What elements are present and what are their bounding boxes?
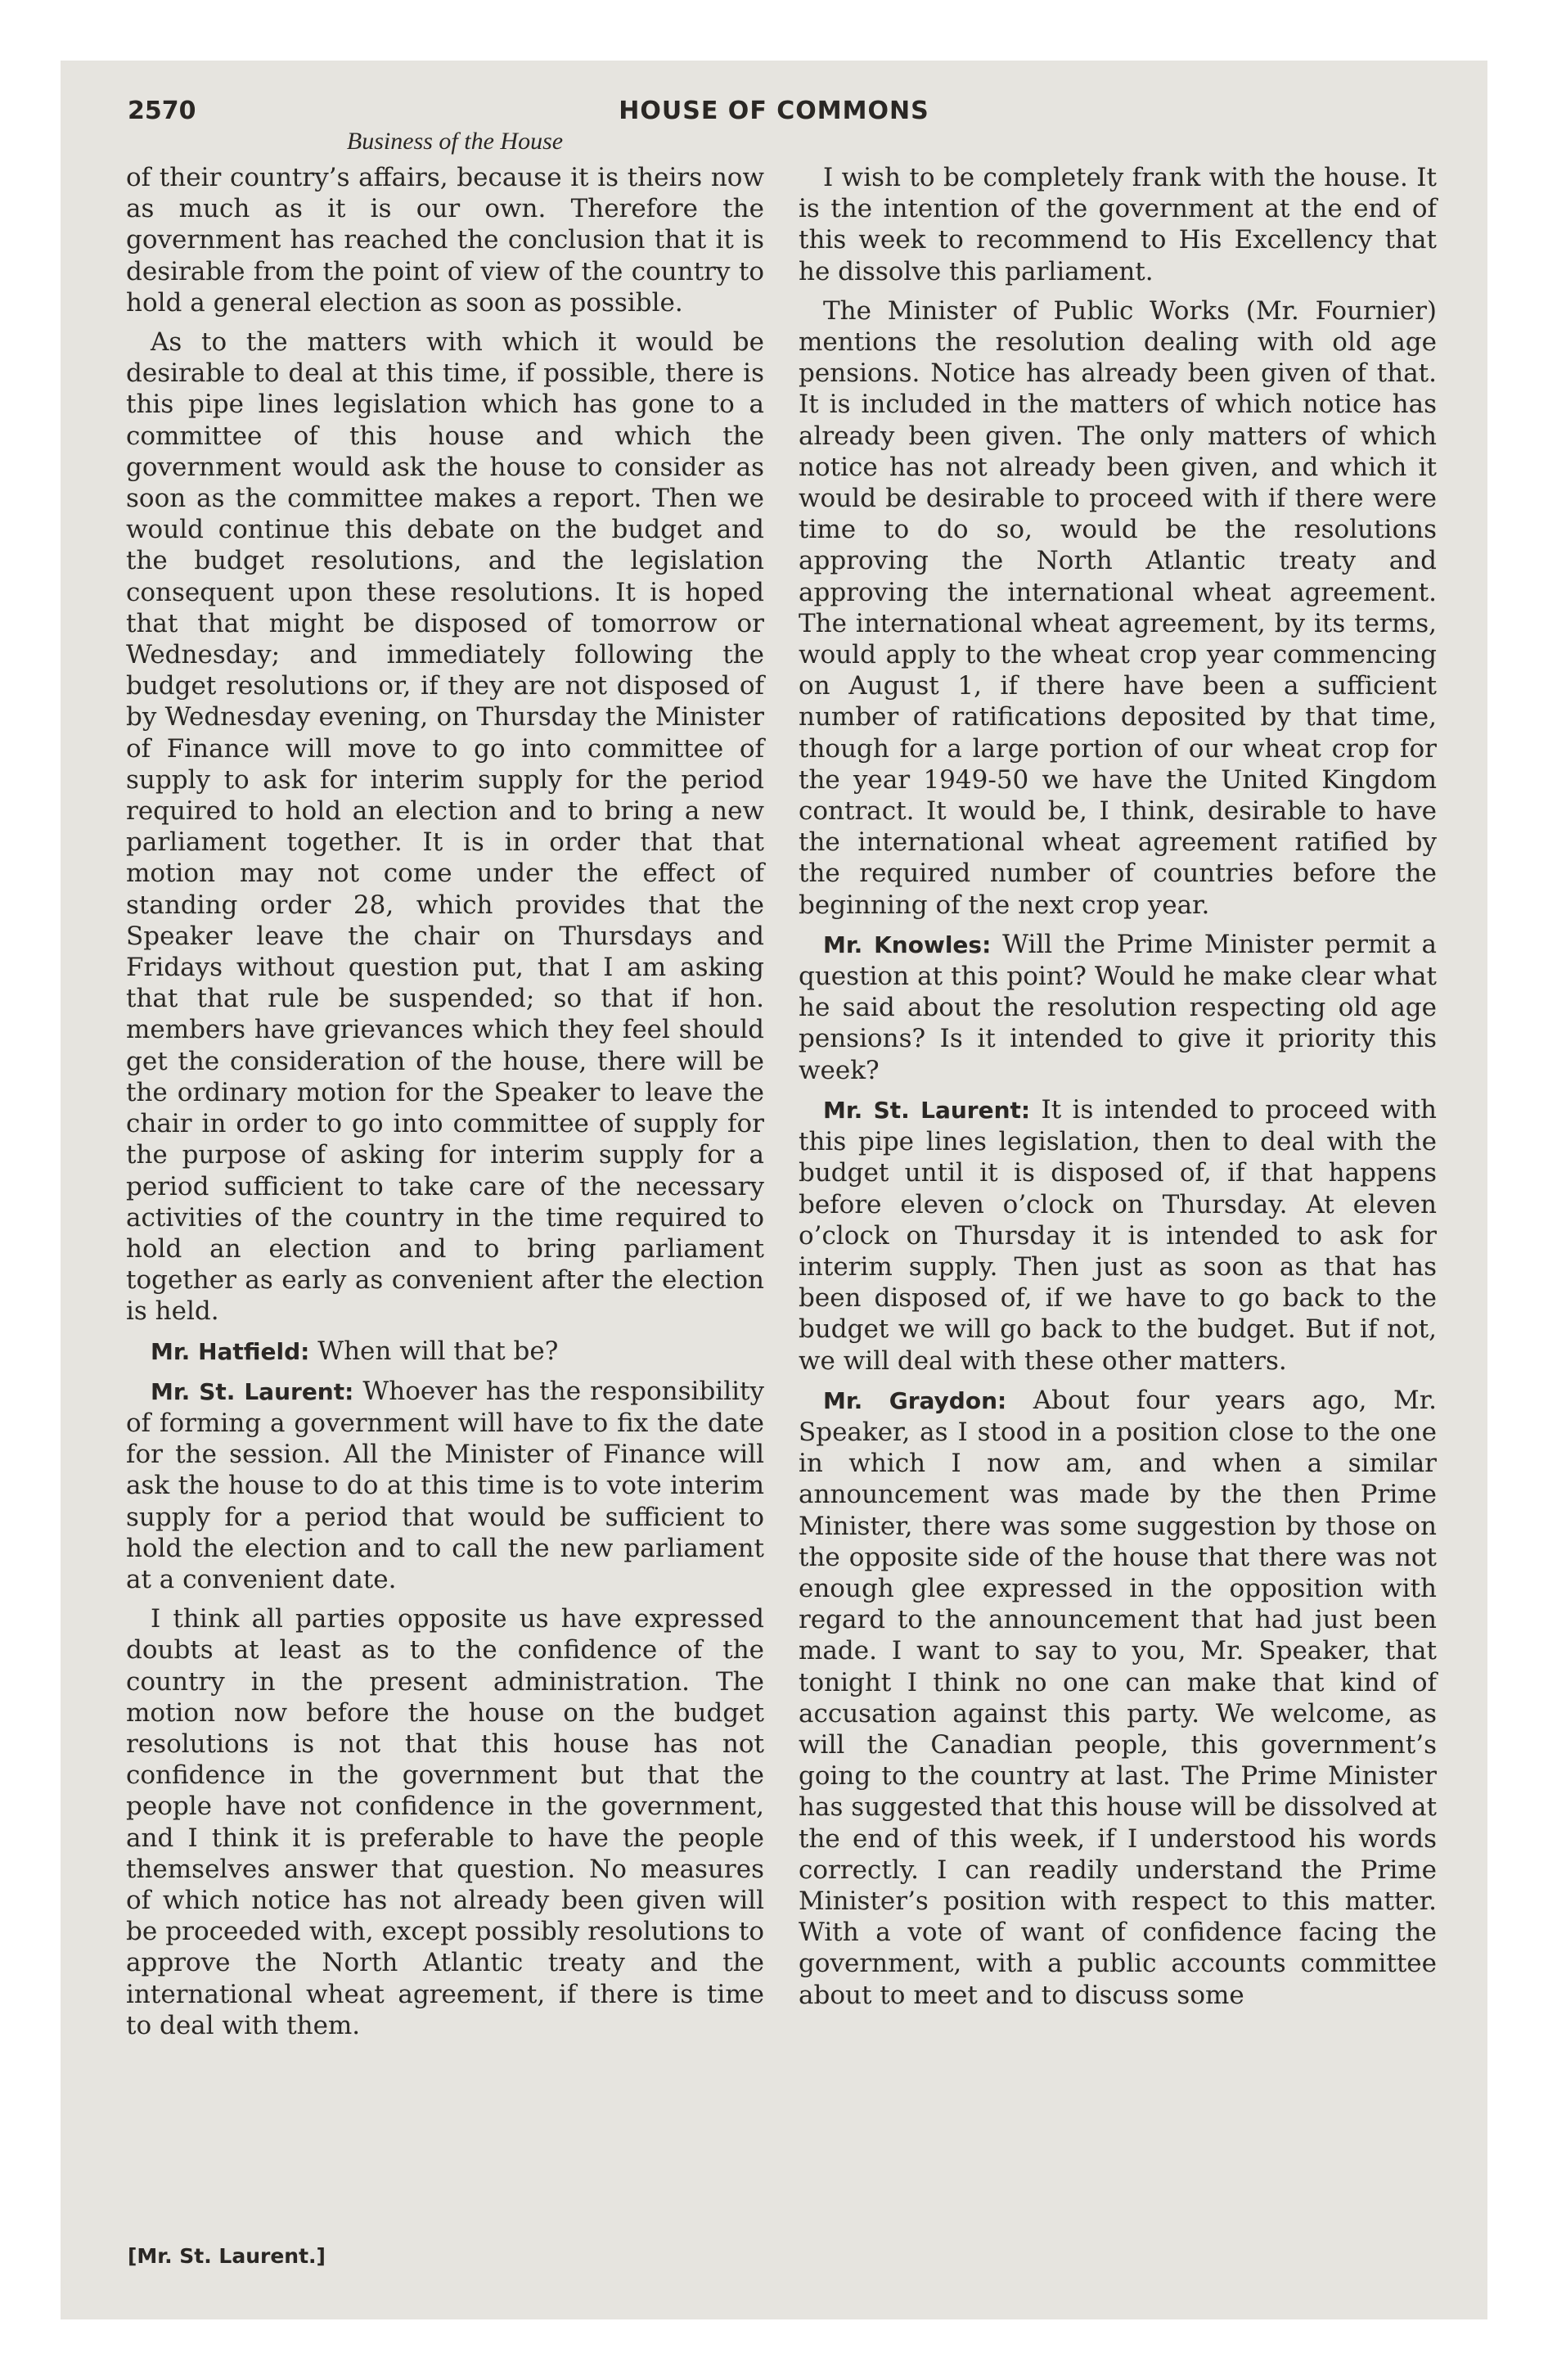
speaker-name: Mr. Knowles: <box>823 931 992 958</box>
speech-text: It is intended to proceed with this pipe lines legislation, then to deal with the budget until it is disposed of, if that happens before eleven o’clock on Thursday. At eleven o’clock on Thursday it is intended to ask for interim supply. Then just as soon as that has been disposed of, if we have to go back to the budget we will go back to the budget. But if not, we will deal with these other matters. <box>799 1094 1438 1376</box>
speech <box>126 1336 764 1368</box>
speaker-name: Mr. St. Laurent: <box>823 1096 1031 1124</box>
speech-text: Whoever has the responsibility of forming a government will have to fix the date for the session. All the Minister of Finance will ask the house to do at this time is to vote interim supply for a period that would be sufficient to hold the election and to call the new parliament at a convenient date. <box>126 1376 764 1594</box>
paragraph-text: The Minister of Public Works (Mr. Fournier) mentions the resolution dealing with old age pensions. Notice has already been given of that. It is included in the matters of which notice has already been given. The only matters of which notice has not already been given, and which it would be desirable to proceed with if there were time to do so, would be the resolutions approving the North Atlantic treaty and approving the international wheat agreement. The international wheat agreement, by its terms, would apply to the wheat crop year commencing on August 1, if there have been a sufficient number of ratifications deposited by that time, though for a large portion of our wheat crop for the year 1949-50 we have the United Kingdom contract. It would be, I think, desirable to have the international wheat agreement ratified by the required number of countries before the beginning of the next crop year. <box>799 295 1437 920</box>
speaker-attribution-footer: [Mr. St. Laurent.] <box>128 2244 326 2268</box>
speech <box>799 1385 1437 2011</box>
paragraph <box>126 1603 764 2041</box>
running-head: HOUSE OF COMMONS <box>619 97 929 125</box>
speech-text: About four years ago, Mr. Speaker, as I stood in a position close to the one in which I now am, and when a similar announcement was made by the then Prime Minister, there was some suggestion by those on the opposite side of the house that there was not enough glee expressed in the opposition with regard to the announcement that had just been made. I want to say to you, Mr. Speaker, that tonight I think no one can make that kind of accusation against this party. We welcome, as will the Canadian people, this government’s going to the country at last. The Prime Minister has suggested that this house will be dissolved at the end of this week, if I understood his words correctly. I can readily understand the Prime Minister’s position with respect to this matter. With a vote of want of confidence facing the government, with a public accounts committee about to meet and to discuss some <box>799 1385 1437 2010</box>
paragraph-text: As to the matters with which it would be desirable to deal at this time, if possible, there is this pipe lines legislation which has gone to a committee of this house and which the government would ask the house to consider as soon as the committee makes a report. Then we would continue this debate on the budget and the budget resolutions, and the legislation consequent upon these resolutions. It is hoped that that might be disposed of tomorrow or Wednesday; and immediately following the budget resolutions or, if they are not disposed of by Wednesday evening, on Thursday the Minister of Finance will move to go into committee of supply to ask for interim supply for the period required to hold an election and to bring a new parliament together. It is in order that that motion may not come under the effect of standing order 28, which provides that the Speaker leave the chair on Thursdays and Fridays without question put, that I am asking that that rule be suspended; so that if hon. members have grievances which they feel should get the consideration of the house, there will be the ordinary motion for the Speaker to leave the chair in order to go into committee of supply for the purpose of asking for interim supply for a period sufficient to take care of the necessary activities of the country in the time required to hold an election and to bring parliament together as early as convenient after the election is held. <box>126 327 764 1327</box>
speech <box>799 1094 1437 1377</box>
speaker-name: Mr. St. Laurent: <box>151 1377 354 1405</box>
paragraph <box>126 162 764 318</box>
paragraph-text: I wish to be completely frank with the house. It is the intention of the government at the end of this week to recommend to His Excellency that he dissolve this parliament. <box>799 163 1437 286</box>
paragraph <box>799 162 1437 287</box>
paragraph <box>799 295 1437 921</box>
paragraph-text: of their country’s affairs, because it is theirs now as much as it is our own. Therefore the government has reached the conclusion that it is desirable from the point of view of the country to hold a general election as soon as possible. <box>126 163 764 318</box>
speech-text: Will the Prime Minister permit a question at this point? Would he make clear what he said about the resolution respecting old age pensions? Is it intended to give it priority this week? <box>799 929 1438 1085</box>
right-column <box>799 162 1437 2019</box>
speech <box>126 1376 764 1595</box>
page-number: 2570 <box>128 97 196 125</box>
speaker-name: Mr. Hatfield: <box>151 1337 310 1365</box>
paragraph <box>126 327 764 1327</box>
section-heading: Business of the House <box>346 128 564 155</box>
speech-text: When will that be? <box>317 1336 559 1366</box>
speech <box>799 929 1437 1086</box>
left-column <box>126 162 764 2049</box>
paragraph-text: I think all parties opposite us have expressed doubts at least as to the confidence of the country in the present administration. The motion now before the house on the budget resolutions is not that this house has not confidence in the government but that the people have not confidence in the government, and I think it is preferable to have the people themselves answer that question. No measures of which notice has not already been given will be proceeded with, except possibly resolutions to approve the North Atlantic treaty and the international wheat agreement, if there is time to deal with them. <box>126 1604 764 2040</box>
speaker-name: Mr. Graydon: <box>823 1386 1007 1414</box>
